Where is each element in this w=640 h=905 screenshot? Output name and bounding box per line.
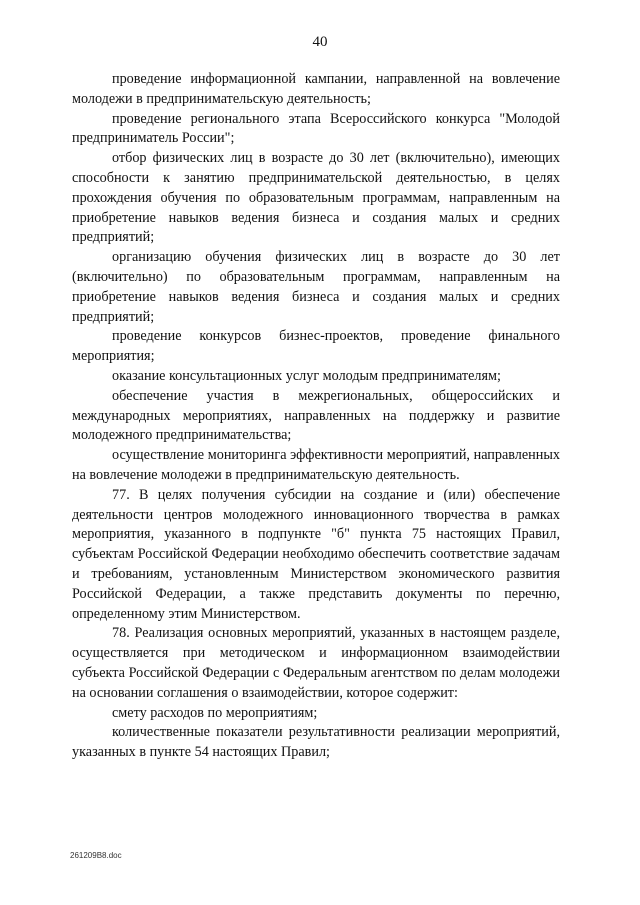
paragraph: 78. Реализация основных мероприятий, указанных в настоящем разделе, осуществляется при методическом и информационном взаимодействии субъекта Российской Федерации с Федеральным агентством по делам молодежи на основании соглашения о взаимодействии, которое содержит: — [72, 625, 560, 701]
paragraph: обеспечение участия в межрегиональных, общероссийских и международных мероприятиях, направленных на поддержку и развитие молодежного предпринимательства; — [72, 387, 560, 444]
file-name-footer: 261209В8.doc — [70, 851, 122, 860]
paragraph: отбор физических лиц в возрасте до 30 лет (включительно), имеющих способности к занятию предпринимательской деятельностью, в целях прохождения обучения по образовательным программам, направленным на приобретение навыков ведения бизнеса и создания малых и средних предприятий; — [72, 150, 560, 246]
paragraph: организацию обучения физических лиц в возрасте до 30 лет (включительно) по образовательным программам, направленным на приобретение навыков ведения бизнеса и создания малых и средних предприятий; — [72, 249, 560, 325]
paragraph: 77. В целях получения субсидии на создание и (или) обеспечение деятельности центров молодежного инновационного творчества в рамках мероприятия, указанного в подпункте "б" пункта 75 настоящих Правил, субъектам Российской Федерации необходимо обеспечить соответствие задачам и требованиям, установленным Министерством экономического развития Российской Федерации, а также представить документы по перечню, определенному этим Министерством. — [72, 486, 560, 622]
paragraph: смету расходов по мероприятиям; — [112, 704, 318, 721]
page-number: 40 — [312, 34, 328, 50]
paragraph: проведение конкурсов бизнес-проектов, проведение финального мероприятия; — [72, 328, 560, 365]
document-body — [72, 70, 560, 763]
paragraph: осуществление мониторинга эффективности мероприятий, направленных на вовлечение молодежи в предпринимательскую деятельность. — [72, 447, 560, 483]
paragraph: количественные показатели результативности реализации мероприятий, указанных в пункте 54 настоящих Правил; — [72, 724, 560, 761]
paragraph: проведение регионального этапа Всероссийского конкурса "Молодой предприниматель России"; — [72, 110, 560, 147]
paragraph: оказание консультационных услуг молодым предпринимателям; — [112, 367, 501, 384]
paragraph: проведение информационной кампании, направленной на вовлечение молодежи в предпринимательскую деятельность; — [72, 71, 560, 107]
